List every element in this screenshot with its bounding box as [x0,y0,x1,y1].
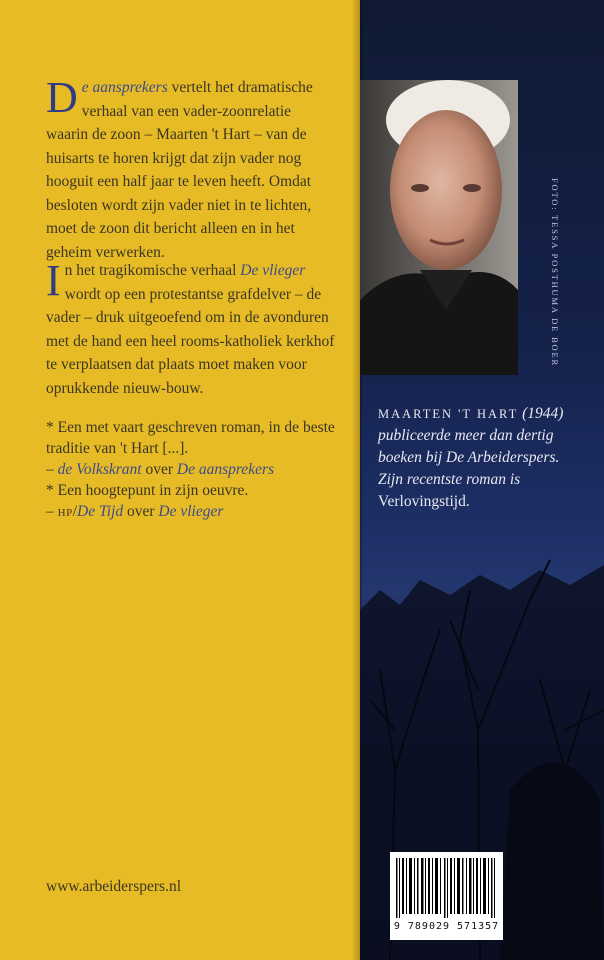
over-word: over [123,503,159,520]
quote-2-source [46,501,346,522]
source-hp: hp [57,503,73,520]
quote-1-source [46,459,346,480]
bio-text: (1944) publiceerde meer dan dertig boeken bij De Arbeiderspers. Zijn recentste roman is [378,405,564,488]
photo-credit: FOTO: TESSA POSTHUMA DE BOER [550,178,560,367]
author-portrait-illustration [360,80,518,375]
author-photo [360,80,518,375]
source-de-tijd: De Tijd [77,503,124,520]
title-de-aansprekers: e aansprekers [81,79,168,96]
dash: – [46,503,58,520]
barcode-bars [390,852,503,922]
publisher-url[interactable]: www.arbeiderspers.nl [46,878,182,895]
quote-1 [46,417,346,459]
title-de-vlieger: De vlieger [240,262,306,279]
quote-1-text: * Een met vaart geschreven roman, in de beste traditie van 't Hart [...]. [46,419,335,457]
source-title-aansprekers: De aansprekers [176,461,275,478]
source-volkskrant: de Volkskrant [57,461,142,478]
slash: / [72,503,77,520]
blurb-text-1: vertelt het dramatische verhaal van een vader-zoonrelatie waarin de zoon – Maarten 't Hart – van de huisarts te horen krijgt dat zijn vader nog hooguit een half jaar te leven heeft. Omdat besloten wordt zijn vader niet in te lichten, moet de zoon dit bericht alleen en in het geheim verwerken. [46,79,313,261]
blurb-text-2b: wordt op een protestantse grafdelver – de vader – druk uitgeoefend om in de avonduren met de hand een heel rooms-katholiek kerkhof te verplaatsen dat plaats moet maken voor oprukkende nieuw-bouw. [46,285,335,397]
dropcap-d: D [46,73,78,122]
quote-2 [46,480,346,501]
quote-2-text: * Een hoogtepunt in zijn oeuvre. [46,482,249,499]
blurb-paragraph-1 [46,73,336,264]
dropcap-i: I [46,256,61,305]
latest-novel: Verlovingstijd. [378,493,470,510]
blurb-text-2a: n het tragikomische verhaal [64,262,241,279]
dash: – [46,461,58,478]
review-quotes [46,417,346,522]
source-title-vlieger: De vlieger [158,503,224,520]
isbn-number: 9 789029 571357 [393,921,500,932]
author-name: MAARTEN 'T HART [378,407,519,421]
barcode [390,852,503,940]
over-word: over [141,461,177,478]
blurb-paragraph-2 [46,256,336,400]
